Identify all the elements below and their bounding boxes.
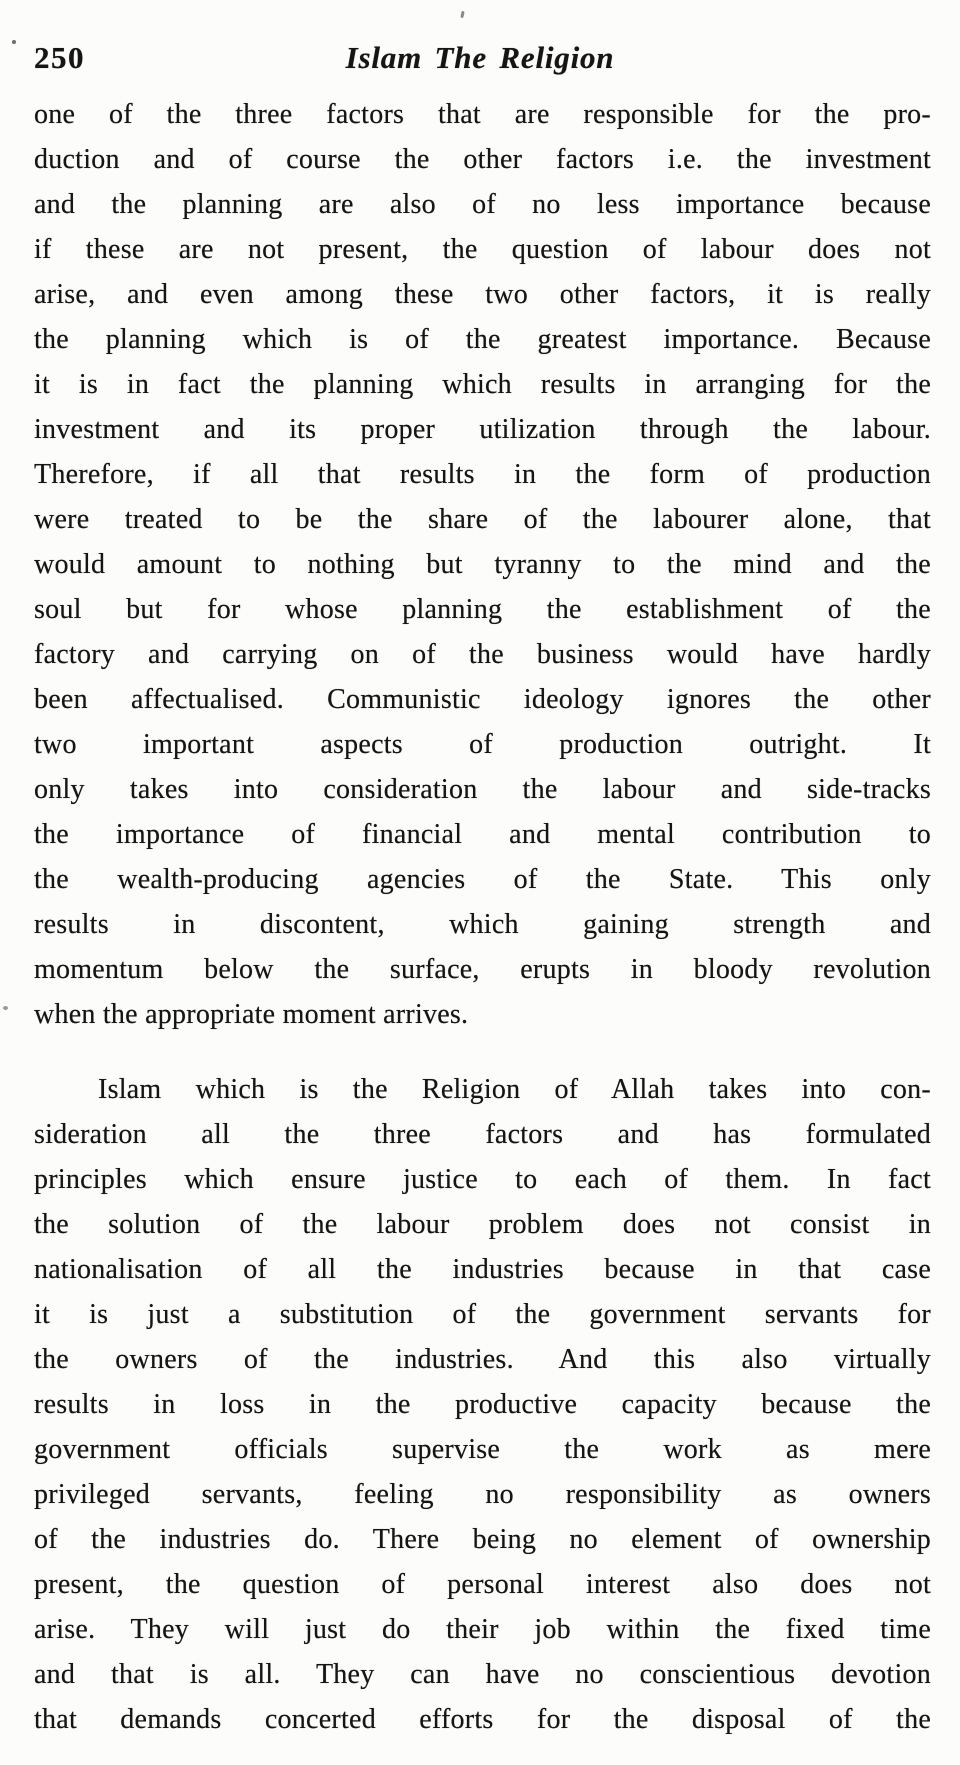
text-line: privileged servants, feeling no responsibility as owners [34,1479,931,1510]
text-line: present, the question of personal interest also does not [34,1569,931,1600]
text-line: would amount to nothing but tyranny to the mind and the [34,549,931,580]
text-line: the planning which is of the greatest importance. Because [34,324,931,355]
text-line: and that is all. They can have no conscientious devotion [34,1659,931,1690]
text-line: factory and carrying on of the business would have hardly [34,639,931,670]
text-line: it is in fact the planning which results in arranging for the [34,369,931,400]
text-line: only takes into consideration the labour and side-tracks [34,774,931,805]
text-line: Therefore, if all that results in the form of production [34,459,931,490]
text-line: when the appropriate moment arrives. [34,999,469,1030]
text-line: one of the three factors that are responsible for the pro- [34,99,931,130]
scan-speck [3,1006,8,1010]
text-line: of the industries do. There being no element of ownership [34,1524,931,1555]
text-line: investment and its proper utilization through the labour. [34,414,931,445]
text-line: it is just a substitution of the government servants for [34,1299,931,1330]
text-line: the owners of the industries. And this also virtually [34,1344,931,1375]
text-line: arise, and even among these two other factors, it is really [34,279,931,310]
text-line: the wealth-producing agencies of the State. This only [34,864,931,895]
scan-speck [12,40,16,44]
text-line: momentum below the surface, erupts in bloody revolution [34,954,931,985]
text-line: Islam which is the Religion of Allah takes into con- [98,1074,931,1105]
text-line: arise. They will just do their job within the fixed time [34,1614,931,1645]
text-line: were treated to be the share of the labourer alone, that [34,504,931,535]
running-title: Islam The Religion [345,40,615,75]
paragraph-2 [34,1067,931,1742]
text-line: if these are not present, the question of labour does not [34,234,931,265]
scan-speck [460,11,464,18]
text-line: nationalisation of all the industries because in that case [34,1254,931,1285]
paragraph-1 [34,92,931,1037]
text-line: two important aspects of production outright. It [34,729,931,760]
text-line: soul but for whose planning the establishment of the [34,594,931,625]
text-line: sideration all the three factors and has formulated [34,1119,931,1150]
text-line: that demands concerted efforts for the disposal of the [34,1704,931,1735]
text-line: and the planning are also of no less importance because [34,189,931,220]
text-line: the importance of financial and mental contribution to [34,819,931,850]
page-body [34,92,931,1742]
text-line: duction and of course the other factors i.e. the investment [34,144,931,175]
page-header [0,36,960,82]
text-line: principles which ensure justice to each of them. In fact [34,1164,931,1195]
text-line: been affectualised. Communistic ideology ignores the other [34,684,931,715]
text-line: results in loss in the productive capacity because the [34,1389,931,1420]
text-line: the solution of the labour problem does not consist in [34,1209,931,1240]
text-line: results in discontent, which gaining strength and [34,909,931,940]
text-line: government officials supervise the work as mere [34,1434,931,1465]
page-number: 250 [34,40,85,75]
